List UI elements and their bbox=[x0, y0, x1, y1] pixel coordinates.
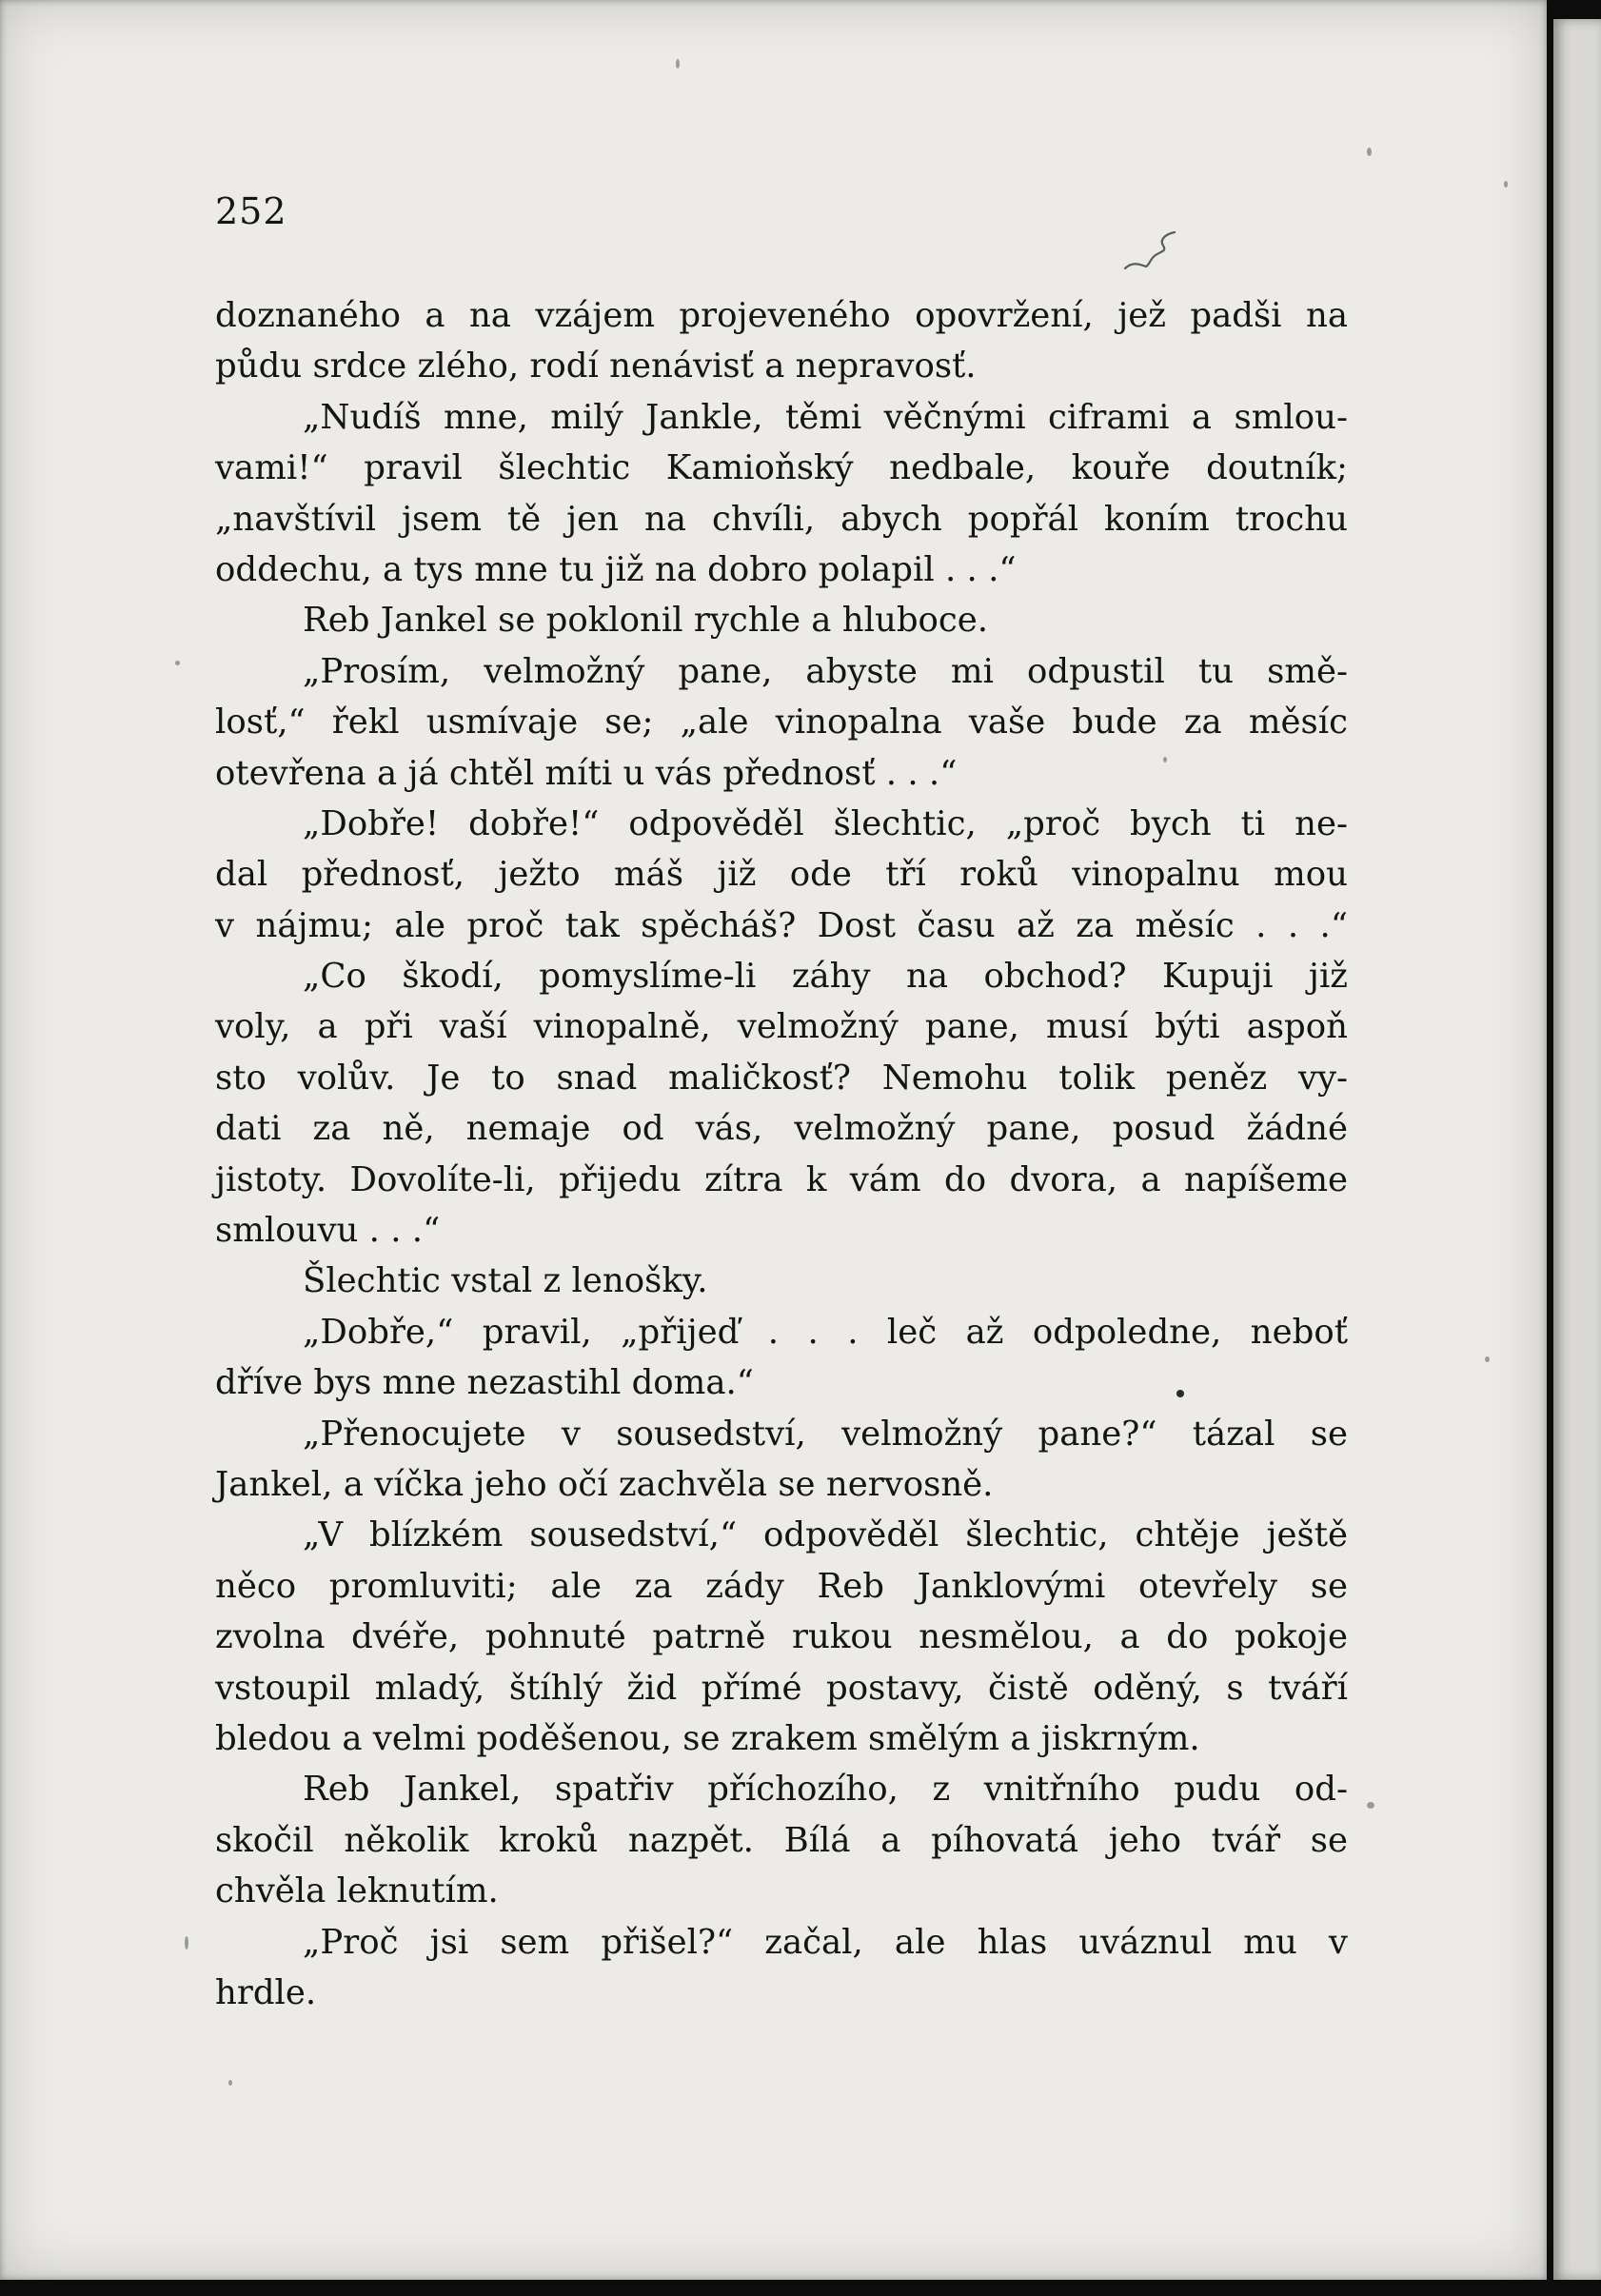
text-line: Jankel, a víčka jeho očí zachvěla se nervosně. bbox=[215, 1464, 994, 1504]
text-line: „Prosím, velmožný pane, abyste mi odpustil tu smě- bbox=[303, 651, 1348, 691]
next-page-edge bbox=[1553, 19, 1601, 2280]
text-line: skočil několik kroků nazpět. Bílá a píhovatá jeho tvář se bbox=[215, 1820, 1348, 1860]
text-line: vstoupil mladý, štíhlý žid přímé postavy, čistě oděný, s tváří bbox=[215, 1668, 1348, 1708]
text-line: v nájmu; ale proč tak spěcháš? Dost času až za měsíc . . .“ bbox=[215, 905, 1348, 945]
dust-speck bbox=[676, 59, 680, 69]
text-line: „Proč jsi sem přišel?“ začal, ale hlas uváznul mu v bbox=[303, 1922, 1348, 1962]
text-line: něco promluviti; ale za zády Reb Janklovými otevřely se bbox=[215, 1566, 1348, 1606]
text-line: jistoty. Dovolíte-li, přijedu zítra k vám do dvora, a napíšeme bbox=[215, 1159, 1348, 1199]
text-line: smlouvu . . .“ bbox=[215, 1211, 441, 1251]
text-line: „Dobře,“ pravil, „přijeď . . . leč až odpoledne, neboť bbox=[303, 1312, 1348, 1352]
text-line: Reb Jankel, spatřiv příchozího, z vnitřního pudu od- bbox=[303, 1770, 1348, 1810]
text-line: „Co škodí, pomyslíme-li záhy na obchod? Kupuji již bbox=[303, 957, 1348, 997]
text-line: otevřena a já chtěl míti u vás přednosť . . .“ bbox=[215, 753, 958, 793]
text-line: dříve bys mne nezastihl doma.“ bbox=[215, 1363, 754, 1403]
dust-speck bbox=[175, 661, 180, 665]
text-line: hrdle. bbox=[215, 1972, 317, 2012]
text-line: „navštívil jsem tě jen na chvíli, abych popřál koním trochu bbox=[215, 499, 1348, 539]
dust-speck bbox=[1163, 757, 1167, 762]
text-line: dal přednosť, ježto máš již ode tří roků vinopalnu mou bbox=[215, 855, 1348, 895]
text-line: bledou a velmi poděšenou, se zrakem smělým a jiskrným. bbox=[215, 1718, 1200, 1758]
text-line: chvěla leknutím. bbox=[215, 1871, 499, 1911]
text-line: „Dobře! dobře!“ odpověděl šlechtic, „proč bych ti ne- bbox=[303, 803, 1348, 843]
text-line: půdu srdce zlého, rodí nenávisť a nepravosť. bbox=[215, 346, 977, 386]
text-line: „V blízkém sousedství,“ odpověděl šlechtic, chtěje ještě bbox=[303, 1515, 1348, 1555]
text-line: vami!“ pravil šlechtic Kamioňský nedbale, kouře doutník; bbox=[215, 448, 1348, 488]
text-line: „Nudíš mne, milý Jankle, těmi věčnými ciframi a smlou- bbox=[303, 397, 1348, 437]
dust-speck bbox=[185, 1936, 188, 1950]
dust-speck bbox=[228, 2080, 232, 2086]
dust-speck bbox=[1367, 148, 1372, 156]
dust-speck bbox=[1367, 1802, 1374, 1809]
text-line: doznaného a na vzájem projeveného opovržení, jež padši na bbox=[215, 296, 1348, 335]
text-line: „Přenocujete v sousedství, velmožný pane?“ tázal se bbox=[303, 1414, 1348, 1454]
text-line: losť,“ řekl usmívaje se; „ale vinopalna vaše bude za měsíc bbox=[215, 703, 1348, 742]
text-line: zvolna dvéře, pohnuté patrně rukou nesmělou, a do pokoje bbox=[215, 1617, 1348, 1657]
text-line: voly, a při vaší vinopalně, velmožný pane, musí býti aspoň bbox=[215, 1007, 1348, 1047]
text-line: Šlechtic vstal z lenošky. bbox=[303, 1261, 708, 1301]
text-line: Reb Jankel se poklonil rychle a hluboce. bbox=[303, 601, 989, 641]
text-line: sto volův. Je to snad maličkosť? Nemohu tolik peněz vy- bbox=[215, 1058, 1348, 1098]
dust-speck bbox=[1176, 1390, 1184, 1397]
text-line: oddechu, a tys mne tu již na dobro polapil . . .“ bbox=[215, 549, 1017, 589]
text-line: dati za ně, nemaje od vás, velmožný pane, posud žádné bbox=[215, 1109, 1348, 1149]
body-text bbox=[215, 290, 1348, 2018]
dust-speck bbox=[1504, 181, 1508, 188]
pencil-mark-icon bbox=[1121, 227, 1188, 278]
dust-speck bbox=[1485, 1356, 1490, 1362]
page-number: 252 bbox=[215, 190, 287, 232]
